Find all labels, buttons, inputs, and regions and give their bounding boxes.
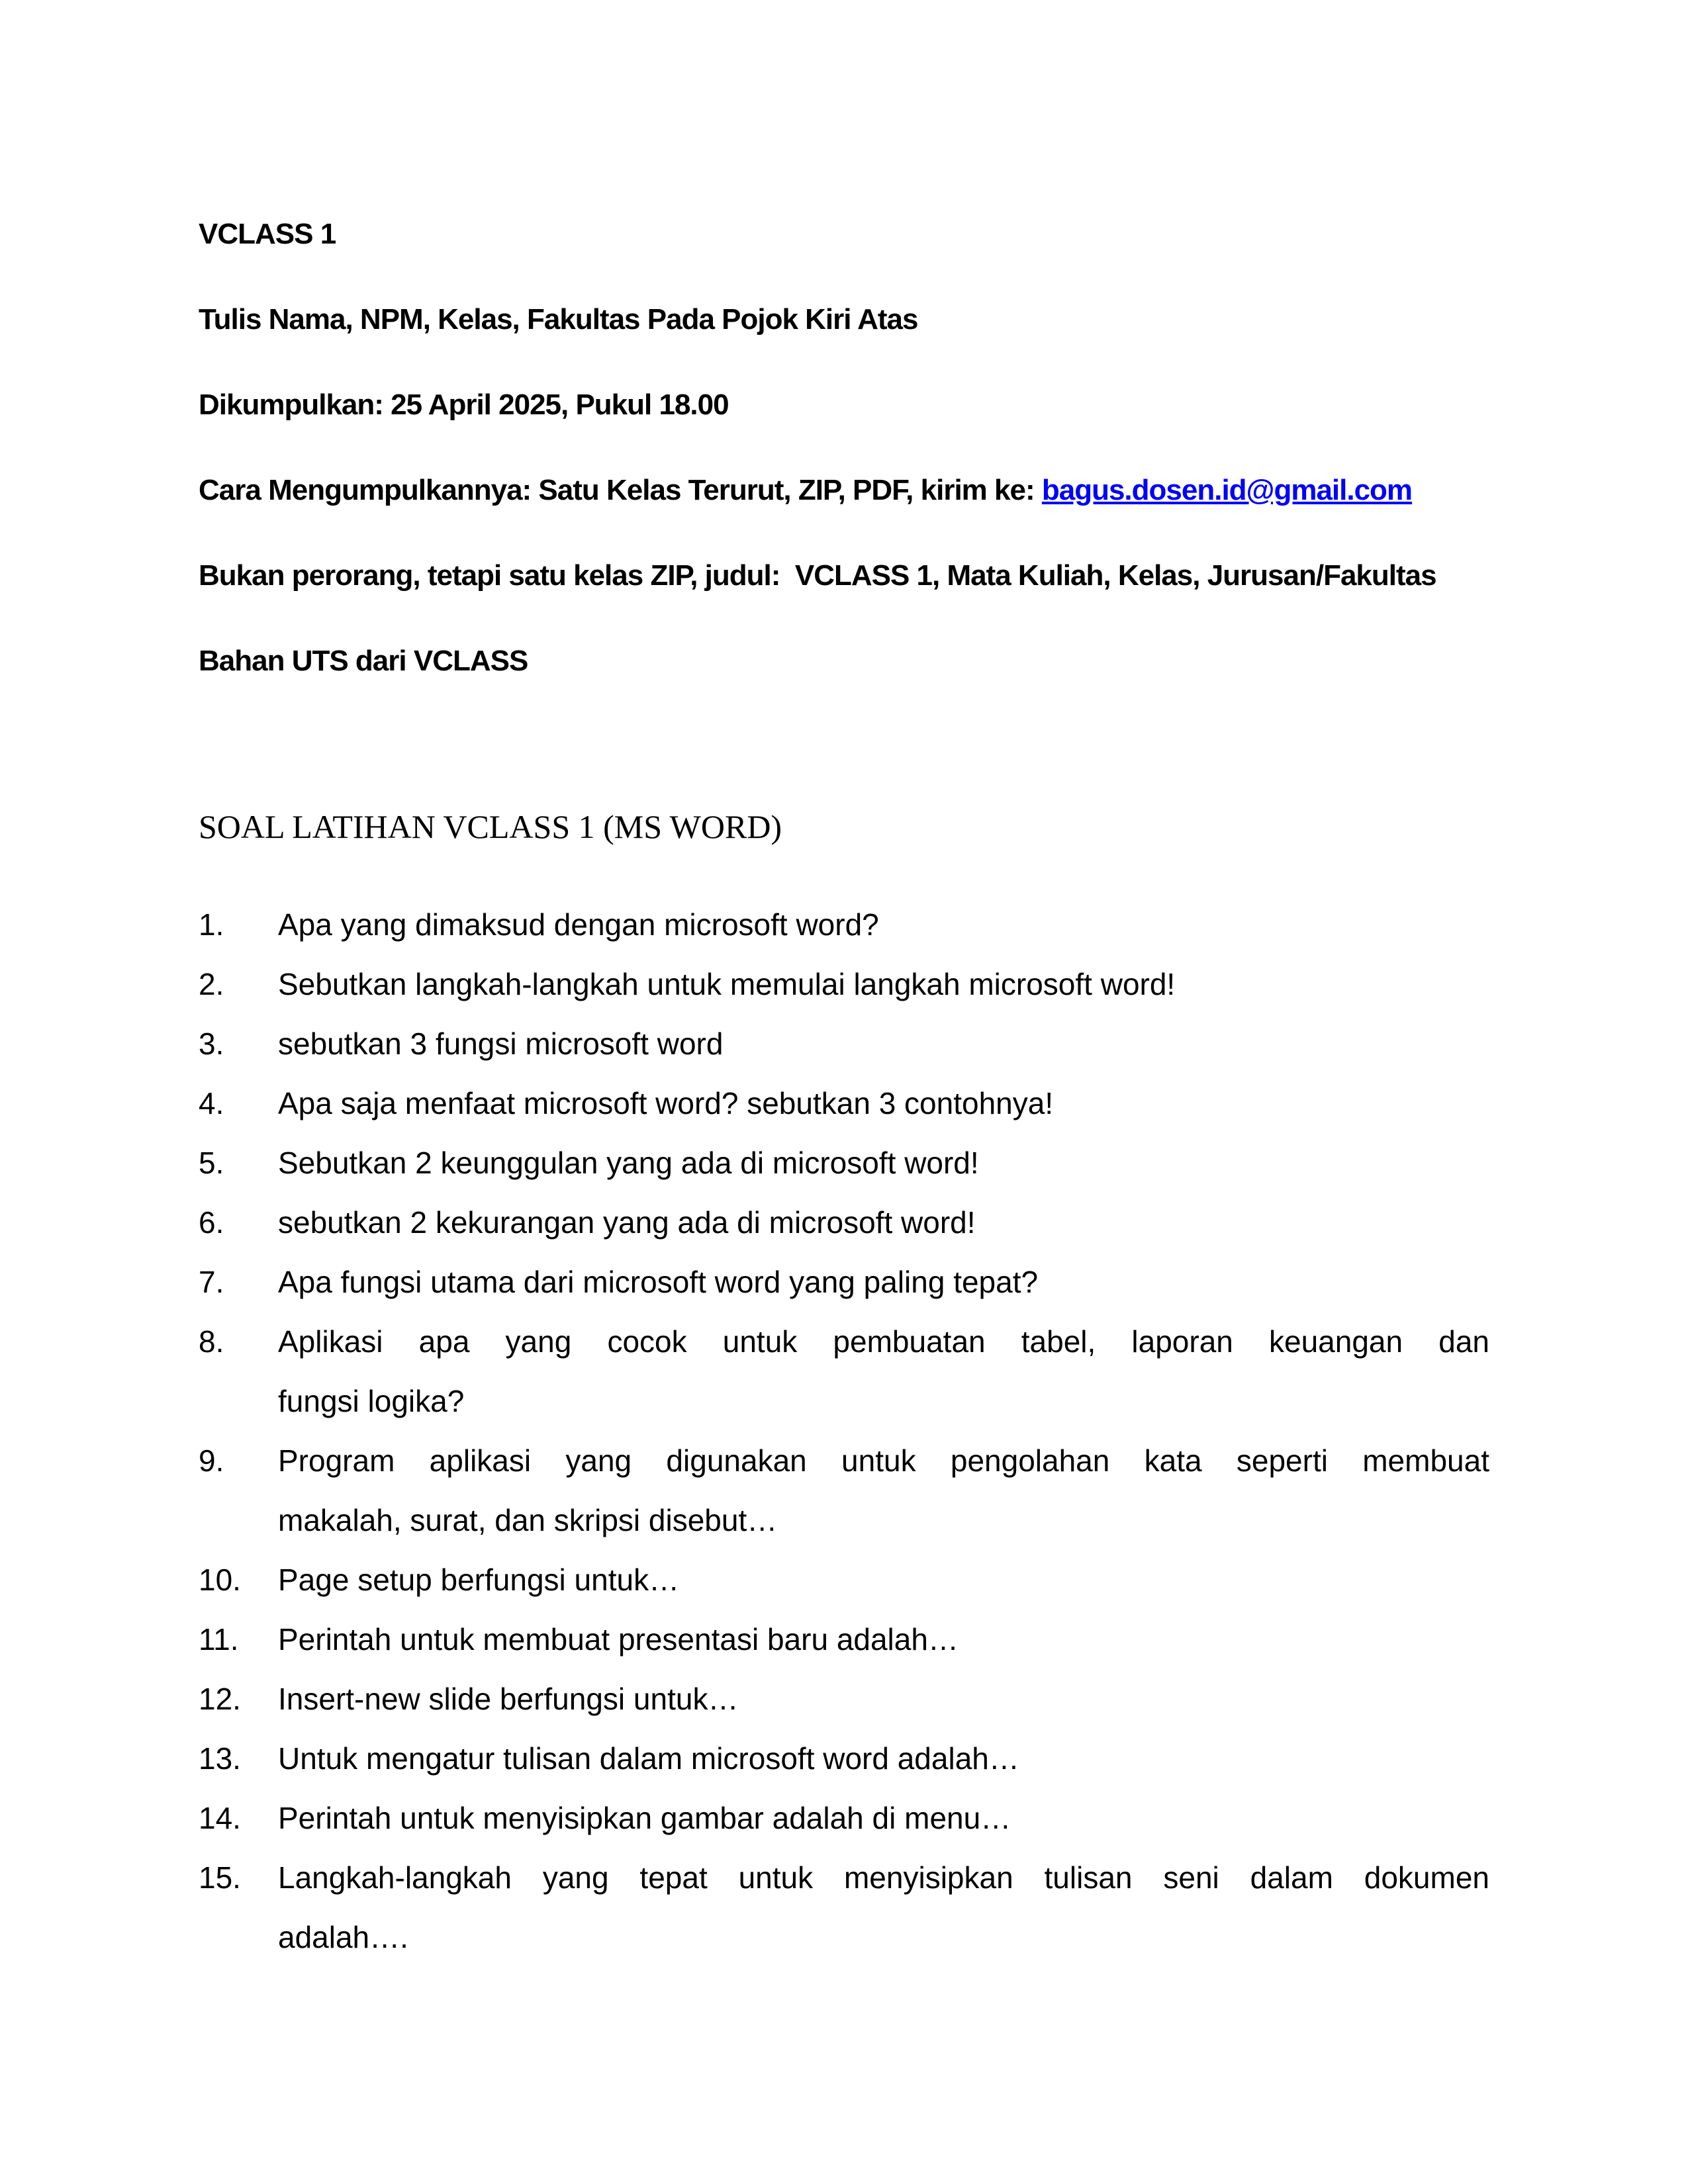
question-text — [278, 1669, 1489, 1729]
question-text — [278, 1193, 1489, 1252]
question-text — [278, 1073, 1489, 1133]
question-number: 15. — [199, 1860, 241, 1895]
question-text — [278, 954, 1489, 1014]
question-text-line: Aplikasi apa yang cocok untuk pembuatan tabel, laporan keuangan dan — [278, 1324, 1489, 1359]
question-text — [278, 895, 1489, 954]
question-text-line: Apa yang dimaksud dengan microsoft word? — [278, 907, 879, 942]
submission-line — [199, 471, 1489, 510]
question-text-line: adalah…. — [278, 1920, 408, 1954]
question-text — [278, 1431, 1489, 1550]
instruction-identity-line: Tulis Nama, NPM, Kelas, Fakultas Pada Pojok Kiri Atas — [199, 303, 918, 336]
question-text-line: Apa fungsi utama dari microsoft word yang paling tepat? — [278, 1265, 1039, 1299]
question-number: 10. — [199, 1563, 241, 1597]
question-number: 7. — [199, 1265, 224, 1299]
zip-title-note-line: Bukan perorang, tetapi satu kelas ZIP, judul: VCLASS 1, Mata Kuliah, Kelas, Jurusan/Fakultas — [199, 559, 1436, 592]
question-number: 6. — [199, 1205, 224, 1240]
question-number: 11. — [199, 1622, 239, 1657]
question-text-line: Perintah untuk membuat presentasi baru adalah… — [278, 1622, 959, 1657]
question-text-line: Apa saja menfaat microsoft word? sebutkan 3 contohnya! — [278, 1086, 1054, 1120]
question-item — [199, 1788, 1489, 1848]
question-item — [199, 1133, 1489, 1193]
question-text-line: Untuk mengatur tulisan dalam microsoft word adalah… — [278, 1741, 1019, 1776]
question-item — [199, 1073, 1489, 1133]
question-item — [199, 954, 1489, 1014]
question-item — [199, 1312, 1489, 1431]
question-item — [199, 1431, 1489, 1550]
question-number: 5. — [199, 1146, 224, 1180]
submission-instructions-text: Cara Mengumpulkannya: Satu Kelas Terurut, ZIP, PDF, kirim ke: — [199, 474, 1042, 506]
question-number: 4. — [199, 1086, 224, 1120]
question-text-line: Program aplikasi yang digunakan untuk pengolahan kata seperti membuat — [278, 1443, 1489, 1478]
section-title: SOAL LATIHAN VCLASS 1 (MS WORD) — [199, 808, 782, 845]
question-text — [278, 1848, 1489, 1967]
email-link[interactable]: bagus.dosen.id@gmail.com — [1041, 474, 1413, 506]
question-text — [278, 1312, 1489, 1431]
question-number: 2. — [199, 967, 224, 1001]
question-item — [199, 895, 1489, 954]
question-text — [278, 1252, 1489, 1312]
question-text-line: Sebutkan 2 keunggulan yang ada di microsoft word! — [278, 1146, 979, 1180]
question-item — [199, 1669, 1489, 1729]
question-text-line: sebutkan 3 fungsi microsoft word — [278, 1026, 724, 1061]
question-item — [199, 1252, 1489, 1312]
question-text — [278, 1610, 1489, 1669]
question-item — [199, 1193, 1489, 1252]
uts-material-note-line: Bahan UTS dari VCLASS — [199, 645, 528, 677]
question-text-line: Sebutkan langkah-langkah untuk memulai langkah microsoft word! — [278, 967, 1176, 1001]
question-text — [278, 1014, 1489, 1073]
question-text-line: Page setup berfungsi untuk… — [278, 1563, 680, 1597]
question-number: 1. — [199, 907, 224, 942]
question-text-line: fungsi logika? — [278, 1384, 465, 1418]
question-number: 12. — [199, 1682, 241, 1716]
question-item — [199, 1848, 1489, 1967]
question-text — [278, 1729, 1489, 1788]
question-item — [199, 1550, 1489, 1610]
question-text — [278, 1788, 1489, 1848]
question-text-line: sebutkan 2 kekurangan yang ada di microsoft word! — [278, 1205, 976, 1240]
question-number: 14. — [199, 1801, 241, 1835]
question-text — [278, 1550, 1489, 1610]
question-item — [199, 1610, 1489, 1669]
doc-title: VCLASS 1 — [199, 218, 336, 250]
question-item — [199, 1729, 1489, 1788]
question-number: 9. — [199, 1443, 224, 1478]
question-text — [278, 1133, 1489, 1193]
question-text-line: makalah, surat, dan skripsi disebut… — [278, 1503, 778, 1537]
question-number: 8. — [199, 1324, 224, 1359]
question-list — [199, 895, 1489, 1967]
question-text-line: Langkah-langkah yang tepat untuk menyisipkan tulisan seni dalam dokumen — [278, 1860, 1489, 1895]
question-text-line: Insert-new slide berfungsi untuk… — [278, 1682, 739, 1716]
question-number: 13. — [199, 1741, 241, 1776]
question-number: 3. — [199, 1026, 224, 1061]
question-text-line: Perintah untuk menyisipkan gambar adalah di menu… — [278, 1801, 1011, 1835]
deadline-line: Dikumpulkan: 25 April 2025, Pukul 18.00 — [199, 388, 729, 421]
question-item — [199, 1014, 1489, 1073]
